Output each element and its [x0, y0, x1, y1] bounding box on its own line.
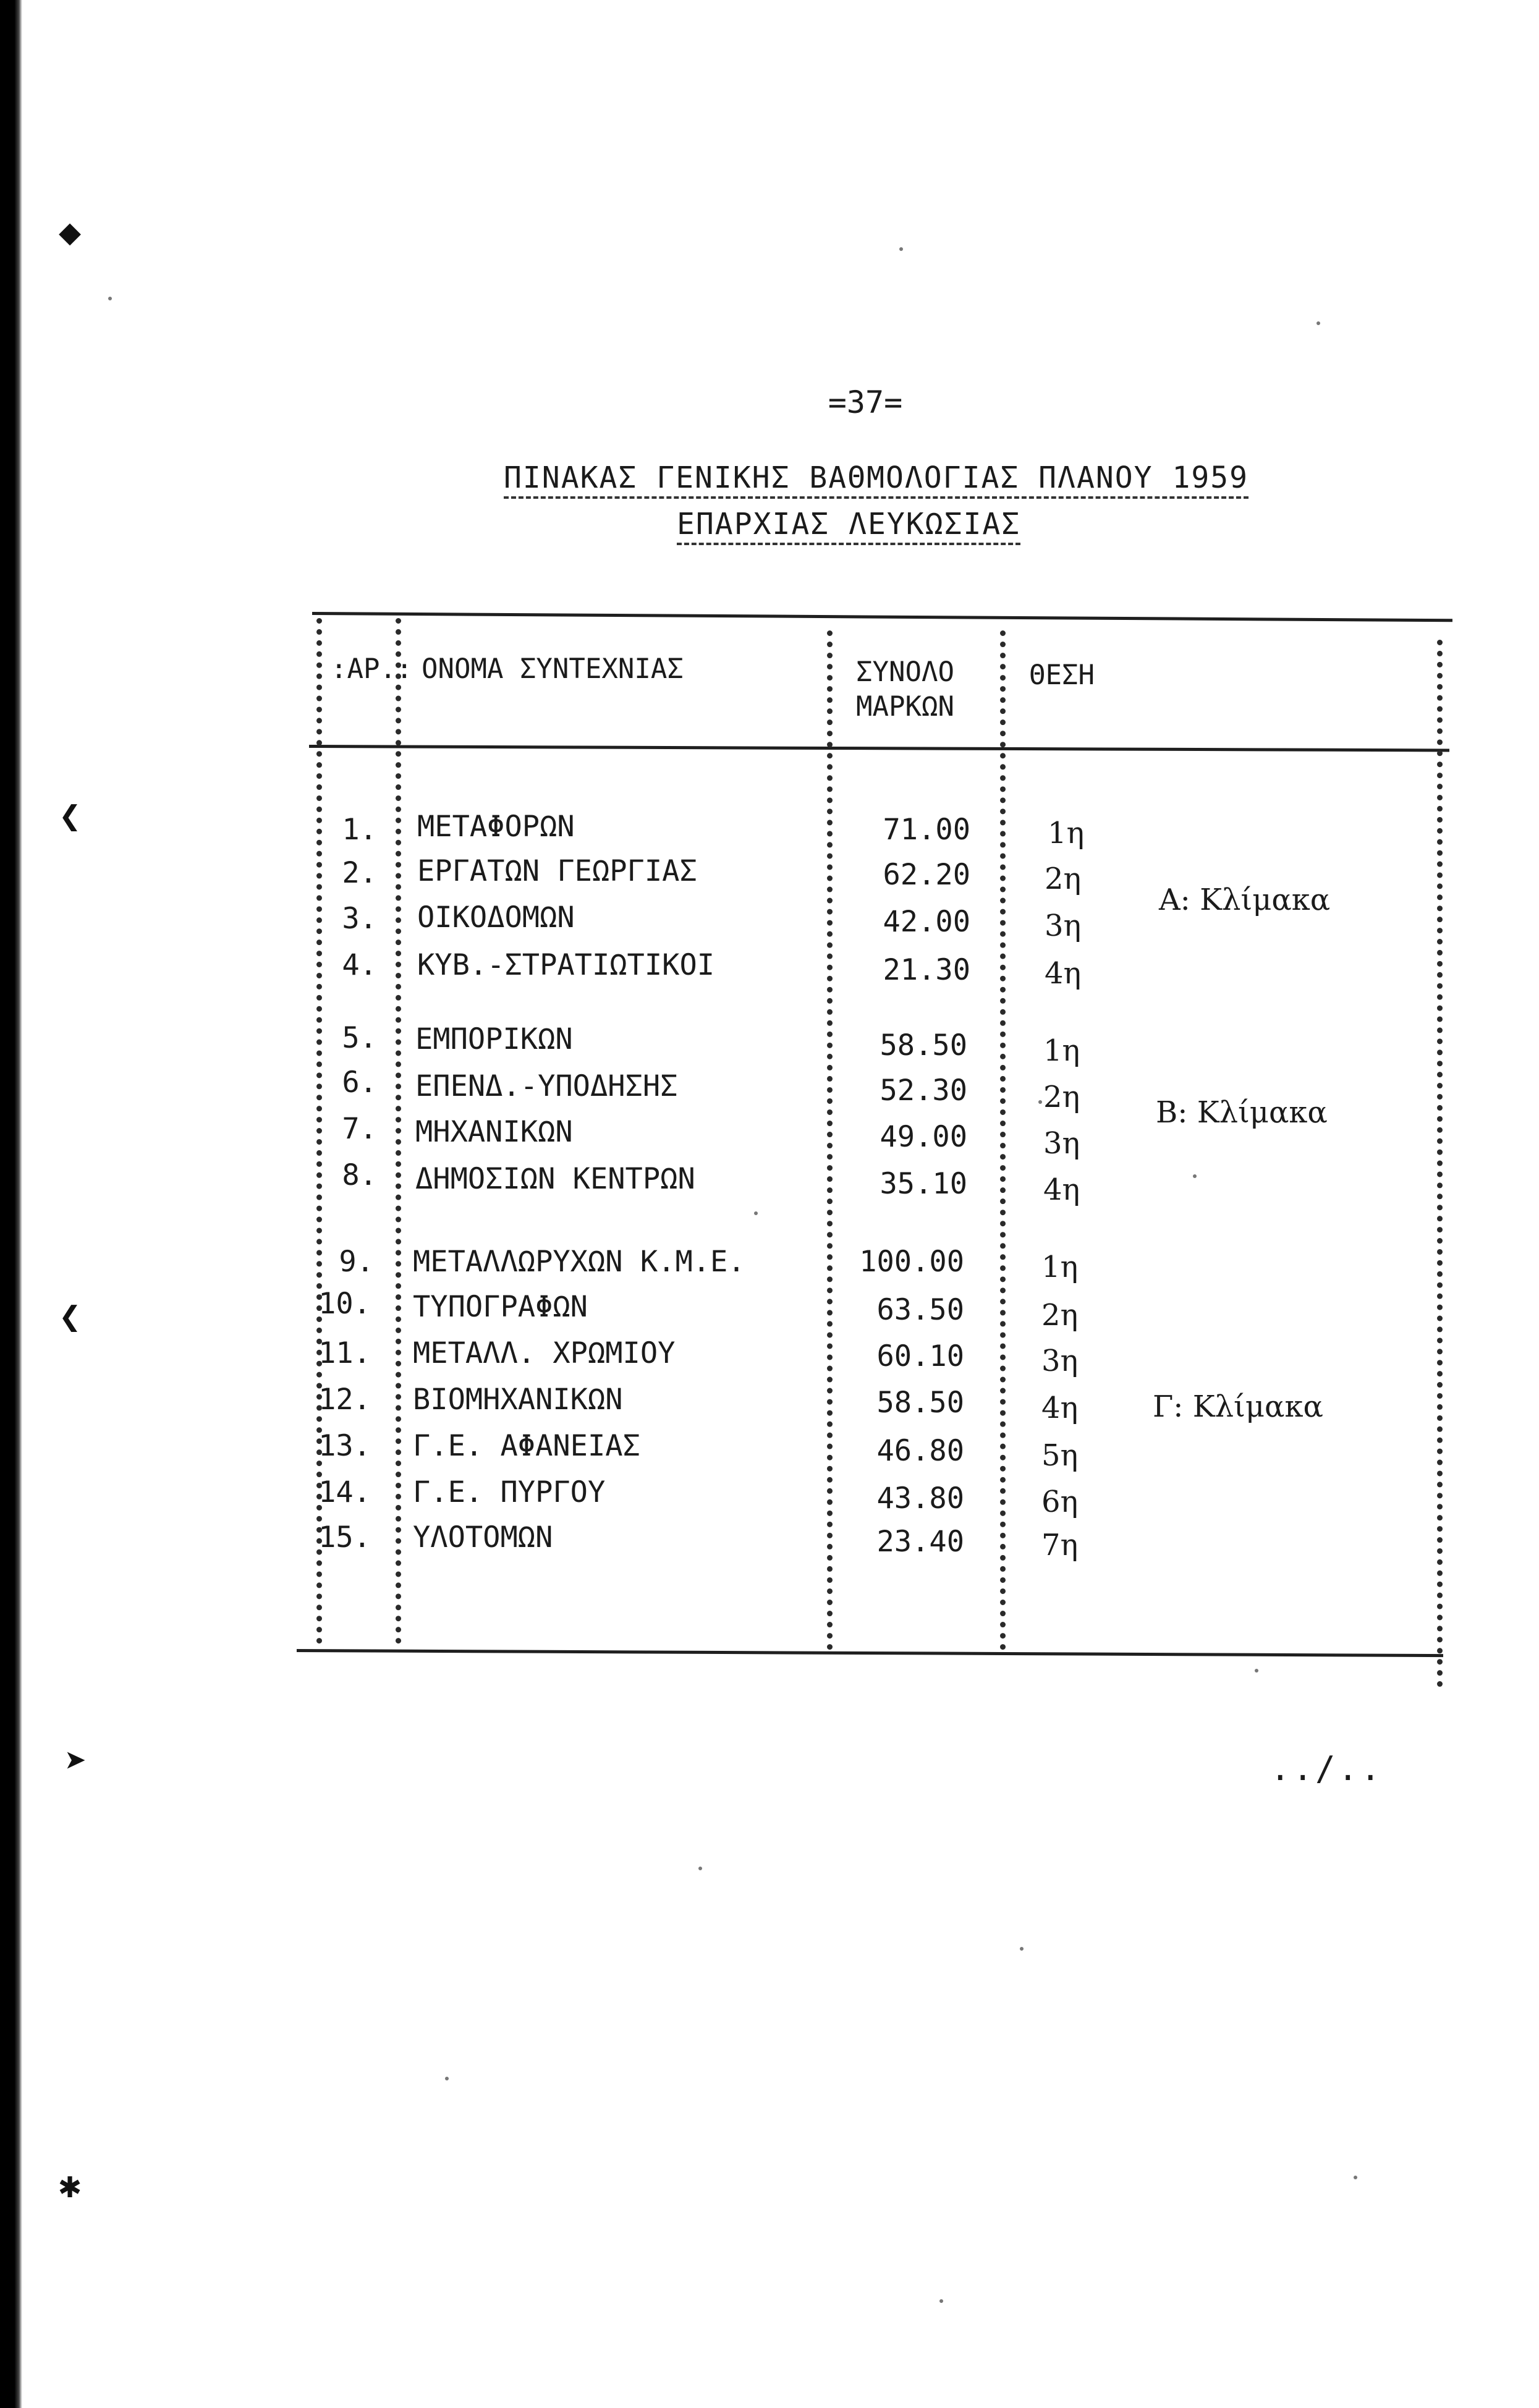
- document-subtitle: ΕΠΑΡΧΙΑΣ ΛΕΥΚΩΣΙΑΣ: [677, 507, 1020, 545]
- row-total: 21.30: [883, 953, 970, 987]
- row-union-name: ΜΕΤΑΦΟΡΩΝ: [417, 810, 575, 844]
- document-title: ΠΙΝΑΚΑΣ ΓΕΝΙΚΗΣ ΒΑΘΜΟΛΟΓΙΑΣ ΠΛΑΝΟΥ 1959: [504, 460, 1249, 499]
- row-union-name: ΒΙΟΜΗΧΑΝΙΚΩΝ: [413, 1383, 623, 1417]
- header-total-marks: [856, 655, 954, 724]
- row-position: 6η: [1041, 1485, 1079, 1519]
- paper-speck: [108, 297, 112, 300]
- paper-speck: [1354, 2176, 1357, 2179]
- row-position: 2η: [1043, 1080, 1080, 1114]
- row-position: 7η: [1041, 1528, 1079, 1562]
- punch-hole-mark: ❮: [59, 1295, 82, 1338]
- table-header-rule: [309, 745, 1449, 752]
- header-total-line2: ΜΑΡΚΩΝ: [856, 691, 954, 723]
- paper-speck: [1255, 1669, 1258, 1672]
- paper-speck: [899, 247, 903, 251]
- column-separator: [396, 618, 401, 1644]
- row-number: 15.: [318, 1520, 371, 1554]
- row-union-name: ΜΕΤΑΛΛ. ΧΡΩΜΙΟΥ: [413, 1336, 676, 1370]
- paper-speck: [1020, 1947, 1024, 1951]
- row-position: 3η: [1045, 909, 1082, 943]
- row-position: 2η: [1045, 862, 1082, 896]
- row-number: 11.: [318, 1336, 371, 1370]
- page-number: =37=: [828, 384, 903, 420]
- row-position: 3η: [1043, 1126, 1080, 1161]
- row-union-name: ΜΗΧΑΝΙΚΩΝ: [415, 1115, 573, 1149]
- header-position: ΘΕΣΗ: [1029, 659, 1095, 691]
- table-top-rule: [312, 612, 1452, 622]
- table-bottom-rule: [297, 1649, 1443, 1657]
- header-number: :ΑΡ.:: [331, 653, 413, 685]
- row-number: 10.: [318, 1287, 371, 1321]
- row-position: 1η: [1043, 1033, 1080, 1068]
- paper-speck: [939, 2299, 943, 2303]
- scale-label-c: Γ: Κλίμακα: [1153, 1389, 1323, 1424]
- row-union-name: ΕΜΠΟΡΙΚΩΝ: [415, 1022, 573, 1056]
- row-position: 3η: [1041, 1344, 1079, 1378]
- column-separator: [1437, 640, 1443, 1687]
- row-union-name: ΜΕΤΑΛΛΩΡΥΧΩΝ Κ.Μ.Ε.: [413, 1245, 745, 1279]
- row-total: 58.50: [880, 1028, 967, 1062]
- row-position: 1η: [1048, 816, 1085, 850]
- row-total: 52.30: [880, 1074, 967, 1108]
- row-total: 100.00: [859, 1245, 964, 1279]
- column-separator: [827, 630, 833, 1650]
- row-position: 4η: [1043, 1172, 1080, 1207]
- row-union-name: ΚΥΒ.-ΣΤΡΑΤΙΩΤΙΚΟΙ: [417, 948, 715, 982]
- row-number: 9.: [339, 1245, 374, 1279]
- paper-speck: [445, 2077, 449, 2080]
- row-union-name: ΕΠΕΝΔ.-ΥΠΟΔΗΣΗΣ: [415, 1069, 678, 1103]
- paper-speck: [698, 1867, 702, 1870]
- row-number: 12.: [318, 1383, 371, 1417]
- header-union-name: ΟΝΟΜΑ ΣΥΝΤΕΧΝΙΑΣ: [422, 653, 684, 685]
- row-number: 2.: [342, 856, 377, 890]
- row-number: 13.: [318, 1429, 371, 1463]
- row-total: 49.00: [880, 1120, 967, 1154]
- row-total: 58.50: [876, 1386, 964, 1420]
- row-total: 62.20: [883, 858, 970, 892]
- row-position: 5η: [1041, 1438, 1079, 1473]
- row-number: 3.: [342, 902, 377, 936]
- row-number: 1.: [342, 813, 377, 847]
- row-number: 7.: [342, 1112, 377, 1146]
- punch-hole-mark: ◆: [59, 210, 82, 253]
- row-number: 14.: [318, 1475, 371, 1509]
- row-union-name: Γ.Ε. ΠΥΡΓΟΥ: [413, 1475, 606, 1509]
- punch-hole-mark: ✱: [59, 2163, 82, 2207]
- binding-edge: [0, 0, 22, 2408]
- row-union-name: ΟΙΚΟΔΟΜΩΝ: [417, 901, 575, 935]
- scale-label-b: Β: Κλίμακα: [1156, 1095, 1328, 1130]
- row-union-name: ΔΗΜΟΣΙΩΝ ΚΕΝΤΡΩΝ: [415, 1162, 695, 1196]
- continuation-mark: ../..: [1270, 1749, 1383, 1788]
- paper-speck: [1316, 321, 1320, 325]
- row-position: 4η: [1045, 956, 1082, 991]
- row-total: 63.50: [876, 1293, 964, 1327]
- paper-speck: [1193, 1174, 1197, 1178]
- column-separator: [1000, 630, 1006, 1650]
- row-total: 43.80: [876, 1482, 964, 1516]
- row-number: 6.: [342, 1066, 377, 1100]
- paper-speck: [1038, 1100, 1042, 1104]
- row-total: 71.00: [883, 813, 970, 847]
- row-number: 5.: [342, 1021, 377, 1055]
- row-position: 4η: [1041, 1391, 1079, 1425]
- row-total: 42.00: [883, 905, 970, 939]
- paper-speck: [754, 1211, 758, 1215]
- row-number: 8.: [342, 1158, 377, 1192]
- row-total: 35.10: [880, 1167, 967, 1201]
- row-total: 23.40: [876, 1525, 964, 1559]
- row-total: 60.10: [876, 1339, 964, 1373]
- header-total-line1: ΣΥΝΟΛΟ: [856, 656, 954, 688]
- punch-hole-mark: ➤: [65, 1740, 88, 1783]
- row-union-name: ΤΥΠΟΓΡΑΦΩΝ: [413, 1290, 588, 1324]
- row-union-name: ΥΛΟΤΟΜΩΝ: [413, 1520, 553, 1554]
- row-union-name: Γ.Ε. ΑΦΑΝΕΙΑΣ: [413, 1429, 640, 1463]
- row-number: 4.: [342, 948, 377, 982]
- row-union-name: ΕΡΓΑΤΩΝ ΓΕΩΡΓΙΑΣ: [417, 854, 697, 888]
- punch-hole-mark: ❮: [59, 794, 82, 837]
- scale-label-a: Α: Κλίμακα: [1159, 883, 1331, 917]
- row-total: 46.80: [876, 1434, 964, 1468]
- row-position: 2η: [1041, 1298, 1079, 1333]
- row-position: 1η: [1041, 1250, 1079, 1284]
